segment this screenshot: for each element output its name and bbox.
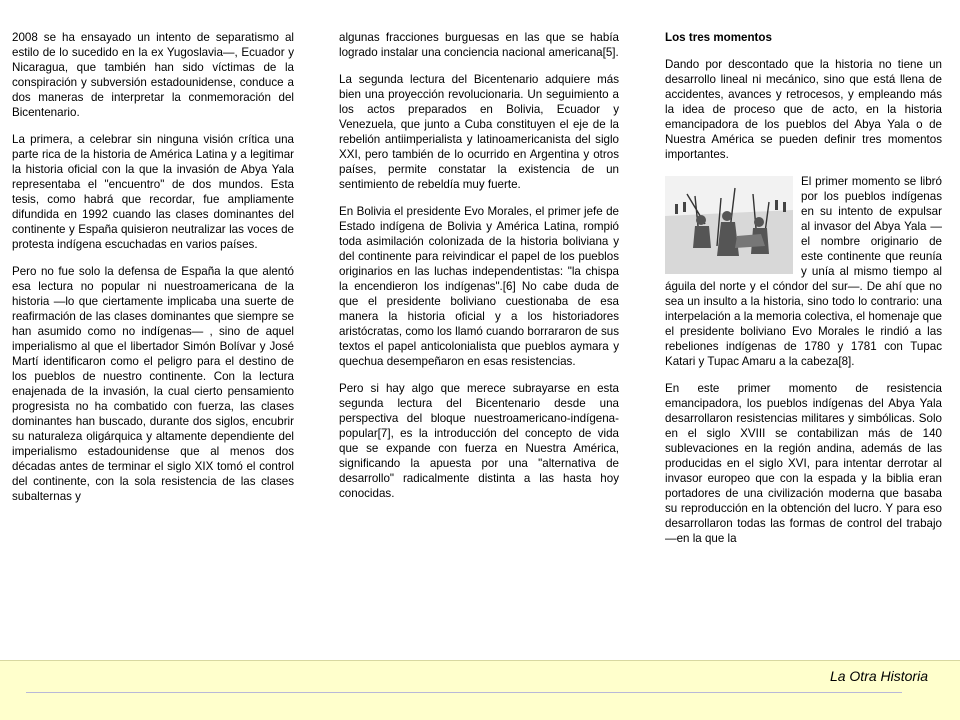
- battle-illustration: [665, 176, 793, 274]
- paragraph: En Bolivia el presidente Evo Morales, el primer jefe de Estado indígena de Bolivia y América Latina, rompió toda asimilación colonizada de la historia boliviana y del continente para reivindicar el papel de los pueblos originarios en las luchas independentistas: "la chispa la encendieron los indígenas".[6] No cabe duda de que el presidente boliviano cuestionaba de esa manera la historia oficial y a los historiadores aristócratas, como los llamó cuando borrararon de sus textos el papel anticolonialista que pueblos aymara y quechua desempeñaron en esas resistencias.: [339, 205, 619, 368]
- section-heading: Los tres momentos: [665, 31, 772, 44]
- paragraph-text: El primer momento se libró por los pueblos indígenas en su intento de expulsar al invasor del Abya Yala —el nombre originario de este continente que reunía y unía al mismo tiempo al águila del norte y el cóndor del sur—. De ahí que no sea un insulto a la historia, sino todo lo contrario: una interpelación a la memoria colectiva, el homenaje que el presidente boliviano Evo Morales le rindió a las rebeliones indígenas de 1780 y 1781 con Tupac Katari y Tupac Amaru a la cabeza[8].: [665, 175, 942, 368]
- text-column-left: [12, 30, 294, 630]
- paragraph: Dando por descontado que la historia no tiene un desarrollo lineal ni mecánico, sino que está llena de accidentes, avances y retrocesos, y empleando más la idea de proceso que de acto, en la historia emancipadora de los pueblos del Abya Yala o de Nuestra América se pueden definir tres momentos importantes.: [665, 58, 942, 161]
- publication-title: La Otra Historia: [829, 668, 928, 684]
- footer-rule: [26, 692, 902, 693]
- page-footer: [0, 660, 960, 720]
- paragraph: La segunda lectura del Bicentenario adquiere más bien una proyección revolucionaria. Un seguimiento a los actos preparados en Bolivia, Ecuador y Venezuela, que junto a Cuba constituyen el eje de la rebelión antiimperialista y latinoamericanista del siglo XXI, pero también de lo ocurrido en Argentina y otros países, permite constatar la existencia de un sentimiento de rebeldía muy fuerte.: [339, 73, 619, 191]
- paragraph: En este primer momento de resistencia emancipadora, los pueblos indígenas del Abya Yala desarrollaron resistencias militares y simbólicas. Solo en el siglo XVIII se contabilizan más de 140 sublevaciones en la región andina, además de las producidas en el siglo XVI, para intentar derrotar al invasor europeo que con la espada y la biblia eran portadores de una civilización moderna que basaba su reproducción en la obtención del lucro. Y para eso desarrollaron todas las formas de control del trabajo —en la que la: [665, 382, 942, 545]
- paragraph: algunas fracciones burguesas en las que se había logrado instalar una conciencia nacional americana[5].: [339, 31, 619, 59]
- paragraph: [665, 174, 942, 369]
- text-column-middle: [339, 30, 619, 630]
- text-column-right: [665, 30, 942, 630]
- paragraph: 2008 se ha ensayado un intento de separatismo al estilo de lo sucedido en la ex Yugoslavia—, Ecuador y Nicaragua, que también han sido víctimas de la conspiración y subversión estadounidense, conduce a dos maneras de interpretar la conmemoración del Bicentenario.: [12, 31, 294, 119]
- paragraph: Pero si hay algo que merece subrayarse en esta segunda lectura del Bicentenario desde una perspectiva del bloque nuestroamericano-indígena-popular[7], es la introducción del concepto de vida que se expande con fuerza en Nuestra América, significando la apuesta por una "alternativa de desarrollo" radicalmente distinta a las hasta hoy conocidas.: [339, 382, 619, 500]
- footer-divider: [0, 660, 960, 661]
- paragraph: Pero no fue solo la defensa de España la que alentó esa lectura no popular ni nuestroamericana de la historia —lo que ciertamente implicaba una suerte de reafirmación de las clases dominantes que siempre se han asumido como no indígenas— , sino de aquel imperialismo al que el libertador Simón Bolívar y José Martí identificaron como el peligro para el destino de los pueblos de nuestro continente. Con la lectura enajenada de la invasión, la cual cierto pensamiento progresista no ha combatido con fuerza, las clases dominantes han buscado, durante dos siglos, encubrir su naturaleza oligárquica y altamente dependiente del imperialismo estadounidense que al menos dos décadas antes de terminar el siglo XIX tomó el control del continente, con la sola resistencia de las clases subalternas y: [12, 265, 294, 503]
- paragraph: La primera, a celebrar sin ninguna visión crítica una parte rica de la historia de América Latina y a legitimar la historia oficial con la que la invasión de Abya Yala representaba el "encuentro" de dos mundos. Esta tesis, como habrá que recordar, fue ampliamente difundida en 1992 cuando las clases dominantes del continente y España quisieron neutralizar las voces de protesta indígena escuchadas en varios países.: [12, 133, 294, 251]
